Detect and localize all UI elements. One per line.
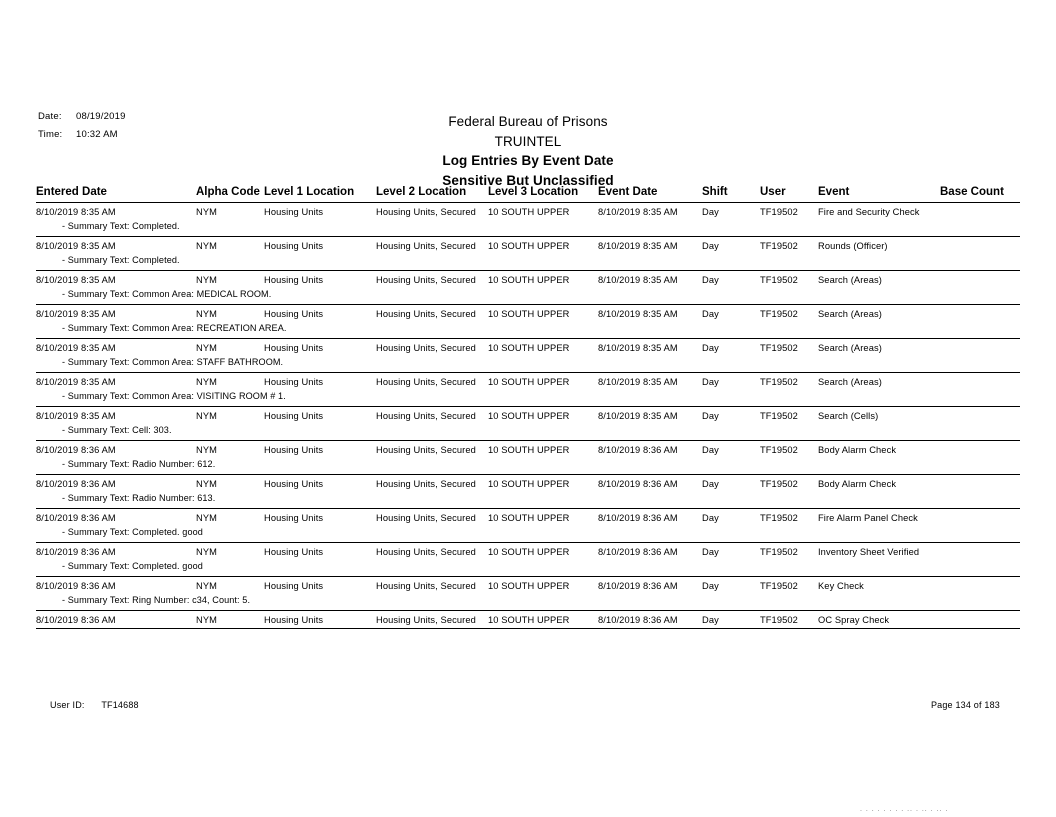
table-row <box>36 543 1020 561</box>
level-2-location-cell: Housing Units, Secured <box>376 305 488 323</box>
summary-text: - Summary Text: Common Area: MEDICAL ROOM. <box>62 289 272 299</box>
col-event-date: Event Date <box>598 186 658 198</box>
shift-cell: Day <box>702 339 760 357</box>
shift-cell: Day <box>702 237 760 255</box>
event-cell: Search (Areas) <box>818 305 940 323</box>
level-1-location-cell: Housing Units <box>264 509 376 527</box>
user-cell: TF19502 <box>760 475 818 493</box>
level-1-location-cell: Housing Units <box>264 577 376 595</box>
col-level-3-location: Level 3 Location <box>488 186 579 198</box>
level-1-location-cell: Housing Units <box>264 611 376 629</box>
level-1-location-cell: Housing Units <box>264 237 376 255</box>
base-count-cell <box>940 441 1020 459</box>
alpha-code-cell: NYM <box>196 207 217 217</box>
shift-cell: Day <box>702 611 760 629</box>
entered-date-cell: 8/10/2019 8:35 AM <box>36 271 196 289</box>
event-cell: Search (Areas) <box>818 339 940 357</box>
event-date-cell: 8/10/2019 8:36 AM <box>598 509 702 527</box>
col-shift: Shift <box>702 186 728 198</box>
summary-row <box>36 356 1020 373</box>
level-2-location-cell: Housing Units, Secured <box>376 611 488 629</box>
event-cell: OC Spray Check <box>818 611 940 629</box>
alpha-code-cell: NYM <box>196 475 264 493</box>
table-row <box>36 441 1020 459</box>
col-alpha-code: Alpha Code <box>196 186 260 198</box>
level-3-location-cell: 10 SOUTH UPPER <box>488 611 598 629</box>
log-entries-table <box>36 186 1020 629</box>
table-bottom-rule <box>36 629 1020 630</box>
event-date-cell: 8/10/2019 8:35 AM <box>598 407 702 425</box>
table-row <box>36 611 1020 629</box>
report-title-block <box>0 112 1056 190</box>
summary-row <box>36 288 1020 305</box>
shift-cell: Day <box>702 543 760 561</box>
event-cell: Search (Areas) <box>818 271 940 289</box>
col-entered-date: Entered Date <box>36 186 107 198</box>
report-name: Log Entries By Event Date <box>442 153 614 168</box>
table-row <box>36 237 1020 255</box>
level-2-location-cell: Housing Units, Secured <box>376 237 488 255</box>
system-name: TRUINTEL <box>494 133 562 149</box>
alpha-code-cell: NYM <box>196 305 264 323</box>
col-base-count: Base Count <box>940 186 1004 198</box>
shift-cell: Day <box>702 271 760 289</box>
event-date-cell: 8/10/2019 8:35 AM <box>598 207 678 217</box>
level-1-location-cell: Housing Units <box>264 441 376 459</box>
summary-row <box>36 424 1020 441</box>
table-row <box>36 203 1020 220</box>
summary-row <box>36 458 1020 475</box>
level-2-location-cell: Housing Units, Secured <box>376 577 488 595</box>
entered-date-cell: 8/10/2019 8:36 AM <box>36 577 196 595</box>
event-cell: Search (Areas) <box>818 373 940 391</box>
event-date-cell: 8/10/2019 8:35 AM <box>598 305 702 323</box>
summary-row <box>36 220 1020 237</box>
level-1-location-cell: Housing Units <box>264 305 376 323</box>
level-2-location-cell: Housing Units, Secured <box>376 543 488 561</box>
level-3-location-cell: 10 SOUTH UPPER <box>488 407 598 425</box>
table-row <box>36 339 1020 357</box>
table-body <box>36 203 1020 629</box>
page-number: Page 134 of 183 <box>930 700 1000 710</box>
summary-text: - Summary Text: Completed. <box>62 221 180 231</box>
base-count-cell <box>940 543 1020 561</box>
event-cell: Key Check <box>818 577 940 595</box>
user-cell: TF19502 <box>760 577 818 595</box>
entered-date-cell: 8/10/2019 8:35 AM <box>36 305 196 323</box>
shift-cell: Day <box>702 373 760 391</box>
summary-text: - Summary Text: Common Area: VISITING ROOM # 1. <box>62 391 286 401</box>
base-count-cell <box>940 339 1020 357</box>
level-3-location-cell: 10 SOUTH UPPER <box>488 373 598 391</box>
base-count-cell <box>940 237 1020 255</box>
shift-cell: Day <box>702 577 760 595</box>
entered-date-cell: 8/10/2019 8:36 AM <box>36 441 196 459</box>
event-date-cell: 8/10/2019 8:35 AM <box>598 271 702 289</box>
event-cell: Body Alarm Check <box>818 475 940 493</box>
user-cell: TF19502 <box>760 611 818 629</box>
level-2-location-cell: Housing Units, Secured <box>376 271 488 289</box>
report-time-label: Time: <box>38 129 63 140</box>
summary-text: - Summary Text: Radio Number: 612. <box>62 459 216 469</box>
user-id-value: TF14688 <box>101 700 139 710</box>
summary-row <box>36 492 1020 509</box>
summary-text: - Summary Text: Radio Number: 613. <box>62 493 216 503</box>
level-2-location-cell: Housing Units, Secured <box>376 441 488 459</box>
summary-row <box>36 560 1020 577</box>
level-1-location-cell: Housing Units <box>264 271 376 289</box>
alpha-code-cell: NYM <box>196 373 264 391</box>
base-count-cell <box>940 509 1020 527</box>
summary-text: - Summary Text: Completed. good <box>62 527 203 537</box>
level-3-location-cell: 10 SOUTH UPPER <box>488 305 598 323</box>
user-cell: TF19502 <box>760 305 818 323</box>
alpha-code-cell: NYM <box>196 509 264 527</box>
event-cell: Body Alarm Check <box>818 441 940 459</box>
base-count-cell <box>940 305 1020 323</box>
shift-cell: Day <box>702 305 760 323</box>
level-3-location-cell: 10 SOUTH UPPER <box>488 577 598 595</box>
report-time-value: 10:32 AM <box>76 129 118 140</box>
col-level-1-location: Level 1 Location <box>264 186 355 198</box>
event-date-cell: 8/10/2019 8:35 AM <box>598 339 702 357</box>
summary-text: - Summary Text: Completed. good <box>62 561 203 571</box>
level-3-location-cell: 10 SOUTH UPPER <box>488 441 598 459</box>
report-date-value: 08/19/2019 <box>76 111 126 122</box>
summary-row <box>36 594 1020 611</box>
table-header-row <box>36 186 1020 203</box>
user-cell: TF19502 <box>760 271 818 289</box>
alpha-code-cell: NYM <box>196 271 264 289</box>
shift-cell: Day <box>702 207 719 217</box>
entered-date-cell: 8/10/2019 8:36 AM <box>36 611 196 629</box>
level-1-location-cell: Housing Units <box>264 543 376 561</box>
event-cell: Fire and Security Check <box>818 207 920 217</box>
event-date-cell: 8/10/2019 8:35 AM <box>598 237 702 255</box>
col-event: Event <box>818 186 850 198</box>
summary-text: - Summary Text: Common Area: RECREATION AREA. <box>62 323 287 333</box>
level-2-location-cell: Housing Units, Secured <box>376 207 476 217</box>
event-cell: Search (Cells) <box>818 407 940 425</box>
user-cell: TF19502 <box>760 407 818 425</box>
entered-date-cell: 8/10/2019 8:35 AM <box>36 407 196 425</box>
entered-date-cell: 8/10/2019 8:36 AM <box>36 543 196 561</box>
user-cell: TF19502 <box>760 543 818 561</box>
level-3-location-cell: 10 SOUTH UPPER <box>488 207 570 217</box>
shift-cell: Day <box>702 475 760 493</box>
level-2-location-cell: Housing Units, Secured <box>376 475 488 493</box>
summary-text: - Summary Text: Common Area: STAFF BATHROOM. <box>62 357 284 367</box>
alpha-code-cell: NYM <box>196 407 264 425</box>
event-date-cell: 8/10/2019 8:36 AM <box>598 543 702 561</box>
scan-artifact: . . . . . . . . .. . .. . .. . <box>860 806 949 812</box>
event-cell: Rounds (Officer) <box>818 237 940 255</box>
summary-text: - Summary Text: Ring Number: c34, Count: 5. <box>62 595 251 605</box>
alpha-code-cell: NYM <box>196 577 264 595</box>
user-cell: TF19502 <box>760 509 818 527</box>
level-3-location-cell: 10 SOUTH UPPER <box>488 475 598 493</box>
user-id-label: User ID: <box>50 700 85 710</box>
base-count-cell <box>940 407 1020 425</box>
level-1-location-cell: Housing Units <box>264 407 376 425</box>
page-footer <box>50 700 1000 710</box>
log-table-wrap <box>36 186 1020 629</box>
base-count-cell <box>940 203 1020 220</box>
level-3-location-cell: 10 SOUTH UPPER <box>488 543 598 561</box>
alpha-code-cell: NYM <box>196 237 264 255</box>
summary-row <box>36 254 1020 271</box>
col-user: User <box>760 186 786 198</box>
shift-cell: Day <box>702 407 760 425</box>
event-date-cell: 8/10/2019 8:36 AM <box>598 611 702 629</box>
report-date-label: Date: <box>38 111 62 122</box>
user-cell: TF19502 <box>760 339 818 357</box>
table-row <box>36 407 1020 425</box>
event-cell: Inventory Sheet Verified <box>818 543 940 561</box>
table-row <box>36 577 1020 595</box>
agency-name: Federal Bureau of Prisons <box>448 114 608 129</box>
level-3-location-cell: 10 SOUTH UPPER <box>488 271 598 289</box>
col-level-2-location: Level 2 Location <box>376 186 467 198</box>
summary-row <box>36 322 1020 339</box>
summary-row <box>36 526 1020 543</box>
shift-cell: Day <box>702 509 760 527</box>
level-1-location-cell: Housing Units <box>264 339 376 357</box>
user-cell: TF19502 <box>760 237 818 255</box>
entered-date-cell: 8/10/2019 8:35 AM <box>36 237 196 255</box>
table-header <box>36 186 1020 203</box>
level-2-location-cell: Housing Units, Secured <box>376 373 488 391</box>
user-cell: TF19502 <box>760 373 818 391</box>
event-date-cell: 8/10/2019 8:36 AM <box>598 475 702 493</box>
shift-cell: Day <box>702 441 760 459</box>
alpha-code-cell: NYM <box>196 543 264 561</box>
entered-date-cell: 8/10/2019 8:35 AM <box>36 373 196 391</box>
entered-date-cell: 8/10/2019 8:35 AM <box>36 339 196 357</box>
summary-row <box>36 390 1020 407</box>
level-2-location-cell: Housing Units, Secured <box>376 407 488 425</box>
user-cell: TF19502 <box>760 207 798 217</box>
table-row <box>36 373 1020 391</box>
base-count-cell <box>940 373 1020 391</box>
summary-text: - Summary Text: Cell: 303. <box>62 425 172 435</box>
alpha-code-cell: NYM <box>196 611 264 629</box>
event-date-cell: 8/10/2019 8:36 AM <box>598 441 702 459</box>
level-3-location-cell: 10 SOUTH UPPER <box>488 339 598 357</box>
table-row <box>36 271 1020 289</box>
user-cell: TF19502 <box>760 441 818 459</box>
table-row <box>36 305 1020 323</box>
level-1-location-cell: Housing Units <box>264 475 376 493</box>
level-1-location-cell: Housing Units <box>264 207 324 217</box>
level-2-location-cell: Housing Units, Secured <box>376 509 488 527</box>
summary-text: - Summary Text: Completed. <box>62 255 180 265</box>
level-2-location-cell: Housing Units, Secured <box>376 339 488 357</box>
level-3-location-cell: 10 SOUTH UPPER <box>488 509 598 527</box>
entered-date-cell: 8/10/2019 8:36 AM <box>36 509 196 527</box>
footer-user <box>50 700 139 710</box>
table-row <box>36 509 1020 527</box>
base-count-cell <box>940 611 1020 629</box>
alpha-code-cell: NYM <box>196 339 264 357</box>
event-cell: Fire Alarm Panel Check <box>818 509 940 527</box>
classification-banner: Sensitive But Unclassified <box>442 172 614 188</box>
base-count-cell <box>940 577 1020 595</box>
level-1-location-cell: Housing Units <box>264 373 376 391</box>
entered-date-cell: 8/10/2019 8:35 AM <box>36 207 116 217</box>
event-date-cell: 8/10/2019 8:35 AM <box>598 373 702 391</box>
entered-date-cell: 8/10/2019 8:36 AM <box>36 475 196 493</box>
table-row <box>36 475 1020 493</box>
base-count-cell <box>940 475 1020 493</box>
base-count-cell <box>940 271 1020 289</box>
event-date-cell: 8/10/2019 8:36 AM <box>598 577 702 595</box>
alpha-code-cell: NYM <box>196 441 264 459</box>
level-3-location-cell: 10 SOUTH UPPER <box>488 237 598 255</box>
